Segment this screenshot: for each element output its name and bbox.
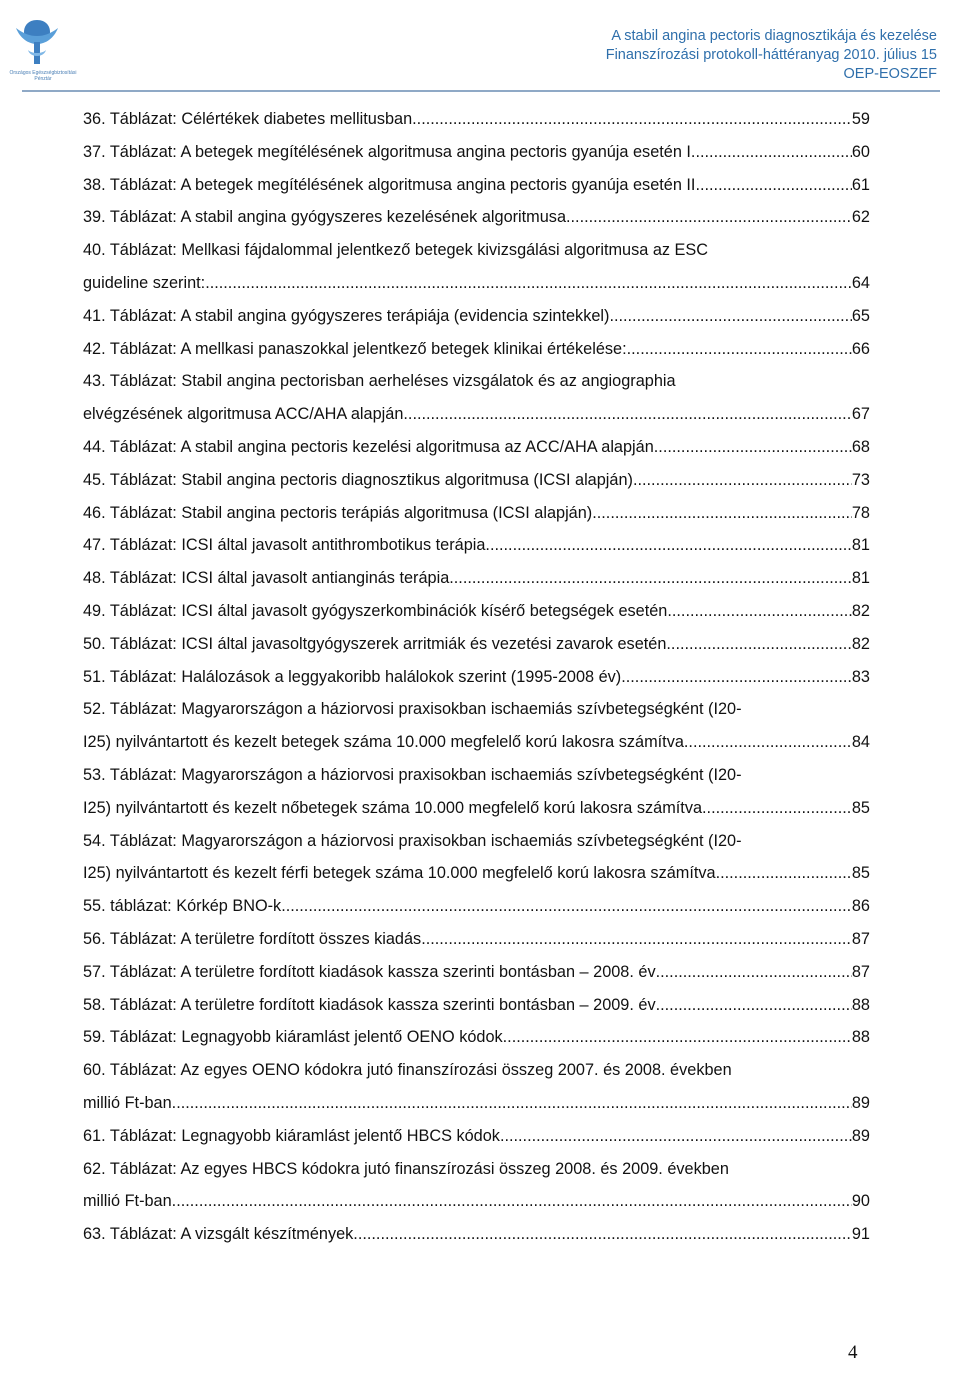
toc-entry-title: 39. Táblázat: A stabil angina gyógyszeres kezelésének algoritmusa xyxy=(83,208,566,227)
toc-leader-dots xyxy=(633,464,852,497)
toc-page-number: 68 xyxy=(851,437,870,456)
oep-logo xyxy=(6,14,77,82)
toc-page-number: 66 xyxy=(851,339,870,358)
toc-entry-title: 38. Táblázat: A betegek megítélésének algoritmusa angina pectoris gyanúja esetén II. xyxy=(83,175,700,194)
toc-page-number: 61 xyxy=(851,175,870,194)
toc-leader-dots xyxy=(592,497,852,530)
toc-leader-dots xyxy=(421,923,852,956)
toc-entry-title: 63. Táblázat: A vizsgált készítmények xyxy=(83,1225,354,1244)
toc-entry[interactable] xyxy=(83,956,870,989)
oep-logo-icon xyxy=(6,14,68,70)
toc-entry[interactable] xyxy=(83,431,870,464)
toc-entry[interactable] xyxy=(83,1120,870,1153)
toc-entry[interactable] xyxy=(83,989,870,1022)
toc-page-number: 81 xyxy=(851,569,870,588)
toc-entry[interactable] xyxy=(83,661,870,694)
toc-leader-dots xyxy=(684,726,852,759)
toc-page-number: 73 xyxy=(851,470,870,489)
toc-entry-title: 62. Táblázat: Az egyes HBCS kódokra jutó finanszírozási összeg 2008. és 2009. években xyxy=(83,1159,729,1178)
document-subtitle: Finanszírozási protokoll-háttéranyag 2010. július 15 xyxy=(605,47,937,63)
toc-entry-title: 50. Táblázat: ICSI által javasoltgyógyszerek arritmiák és vezetési zavarok esetén xyxy=(83,634,667,653)
toc-entry-title: 43. Táblázat: Stabil angina pectorisban aerheléses vizsgálatok és az angiographia xyxy=(83,372,676,391)
toc-entry[interactable] xyxy=(83,497,870,530)
toc-page-number: 60 xyxy=(851,142,870,161)
toc-page-number: 89 xyxy=(851,1093,870,1112)
toc-entry-title: 60. Táblázat: Az egyes OENO kódokra jutó finanszírozási összeg 2007. és 2008. években xyxy=(83,1061,732,1080)
toc-entry-title: 42. Táblázat: A mellkasi panaszokkal jelentkező betegek klinikai értékelése: xyxy=(83,339,627,358)
toc-leader-dots xyxy=(702,792,852,825)
toc-entry-title: elvégzésének algoritmusa ACC/AHA alapján xyxy=(83,405,404,424)
toc-entry[interactable] xyxy=(83,234,870,300)
toc-entry-title: millió Ft-ban xyxy=(83,1192,172,1211)
toc-entry[interactable] xyxy=(83,136,870,169)
toc-entry-title: millió Ft-ban xyxy=(83,1093,172,1112)
toc-leader-dots xyxy=(281,890,852,923)
toc-entry[interactable] xyxy=(83,1218,870,1251)
toc-entry-title: 53. Táblázat: Magyarországon a háziorvosi praxisokban ischaemiás szívbetegségként (I20- xyxy=(83,765,742,784)
toc-page-number: 89 xyxy=(851,1126,870,1145)
toc-page-number: 83 xyxy=(851,667,870,686)
toc-page-number: 65 xyxy=(851,306,870,325)
toc-entry-title: 58. Táblázat: A területre fordított kiadások kassza szerinti bontásban – 2009. év xyxy=(83,995,656,1014)
toc-page-number: 82 xyxy=(851,634,870,653)
toc-entry[interactable] xyxy=(83,1153,870,1219)
toc-entry-title: 48. Táblázat: ICSI által javasolt antianginás terápia xyxy=(83,569,450,588)
toc-entry-title: 56. Táblázat: A területre fordított összes kiadás xyxy=(83,929,422,948)
toc-leader-dots xyxy=(654,431,852,464)
toc-entry-title: 44. Táblázat: A stabil angina pectoris kezelési algoritmusa az ACC/AHA alapján xyxy=(83,437,654,456)
table-of-tables xyxy=(83,103,870,1251)
header-divider xyxy=(22,90,940,92)
toc-leader-dots xyxy=(172,1185,852,1218)
toc-entry-title: 40. Táblázat: Mellkasi fájdalommal jelentkező betegek kivizsgálási algoritmusa az ESC xyxy=(83,241,709,260)
toc-entry-title: 61. Táblázat: Legnagyobb kiáramlást jelentő HBCS kódok xyxy=(83,1126,500,1145)
toc-entry-title: 46. Táblázat: Stabil angina pectoris terápiás algoritmusa (ICSI alapján) xyxy=(83,503,593,522)
toc-entry[interactable] xyxy=(83,464,870,497)
toc-entry-title: 59. Táblázat: Legnagyobb kiáramlást jelentő OENO kódok xyxy=(83,1028,503,1047)
toc-page-number: 91 xyxy=(851,1225,870,1244)
toc-entry-title: 49. Táblázat: ICSI által javasolt gyógyszerkombinációk kísérő betegségek esetén xyxy=(83,601,668,620)
toc-entry-title: 51. Táblázat: Halálozások a leggyakoribb halálokok szerint (1995-2008 év) xyxy=(83,667,622,686)
toc-leader-dots xyxy=(700,169,852,202)
toc-entry-title: 41. Táblázat: A stabil angina gyógyszeres terápiája (evidencia szintekkel) xyxy=(83,306,610,325)
toc-leader-dots xyxy=(403,398,851,431)
toc-leader-dots xyxy=(716,857,852,890)
toc-page-number: 85 xyxy=(851,864,870,883)
toc-entry[interactable] xyxy=(83,529,870,562)
page-header xyxy=(0,0,960,92)
toc-entry[interactable] xyxy=(83,201,870,234)
toc-leader-dots xyxy=(449,562,852,595)
document-publisher: OEP-EOSZEF xyxy=(843,66,937,82)
toc-page-number: 86 xyxy=(851,897,870,916)
toc-page-number: 85 xyxy=(851,798,870,817)
toc-page-number: 84 xyxy=(851,733,870,752)
toc-entry-title: 54. Táblázat: Magyarországon a háziorvosi praxisokban ischaemiás szívbetegségként (I20- xyxy=(83,831,742,850)
toc-entry-title: I25) nyilvántartott és kezelt nőbetegek száma 10.000 megfelelő korú lakosra számítva xyxy=(83,798,703,817)
toc-entry[interactable] xyxy=(83,169,870,202)
toc-entry-title: 37. Táblázat: A betegek megítélésének algoritmusa angina pectoris gyanúja esetén I. xyxy=(83,142,696,161)
toc-entry[interactable] xyxy=(83,562,870,595)
toc-entry[interactable] xyxy=(83,300,870,333)
toc-entry[interactable] xyxy=(83,693,870,759)
toc-page-number: 64 xyxy=(851,273,870,292)
toc-entry-title: 57. Táblázat: A területre fordított kiadások kassza szerinti bontásban – 2008. év xyxy=(83,962,656,981)
toc-entry[interactable] xyxy=(83,890,870,923)
toc-leader-dots xyxy=(566,201,852,234)
toc-leader-dots xyxy=(172,1087,852,1120)
toc-entry-title: 52. Táblázat: Magyarországon a háziorvosi praxisokban ischaemiás szívbetegségként (I20- xyxy=(83,700,742,719)
toc-entry-title: I25) nyilvántartott és kezelt férfi betegek száma 10.000 megfelelő korú lakosra számítva xyxy=(83,864,716,883)
page-number: 4 xyxy=(848,1342,858,1363)
toc-leader-dots xyxy=(353,1218,852,1251)
toc-entry-title: 45. Táblázat: Stabil angina pectoris diagnosztikus algoritmusa (ICSI alapján) xyxy=(83,470,633,489)
toc-leader-dots xyxy=(621,661,852,694)
toc-leader-dots xyxy=(609,300,851,333)
toc-entry-title: 47. Táblázat: ICSI által javasolt antithrombotikus terápia xyxy=(83,536,486,555)
toc-entry[interactable] xyxy=(83,759,870,825)
toc-entry-title: I25) nyilvántartott és kezelt betegek száma 10.000 megfelelő korú lakosra számítva xyxy=(83,733,684,752)
toc-leader-dots xyxy=(500,1120,852,1153)
toc-entry[interactable] xyxy=(83,628,870,661)
toc-leader-dots xyxy=(485,529,851,562)
toc-page-number: 81 xyxy=(851,536,870,555)
toc-page-number: 90 xyxy=(851,1192,870,1211)
toc-leader-dots xyxy=(412,103,852,136)
toc-entry-title: 55. táblázat: Kórkép BNO-k xyxy=(83,897,282,916)
toc-leader-dots xyxy=(656,956,852,989)
toc-leader-dots xyxy=(666,628,851,661)
logo-caption: Országos Egészségbiztosítási Pénztár xyxy=(9,70,77,82)
toc-entry[interactable] xyxy=(83,825,870,891)
toc-leader-dots xyxy=(695,136,851,169)
toc-entry[interactable] xyxy=(83,1054,870,1120)
toc-leader-dots xyxy=(656,989,852,1022)
toc-leader-dots xyxy=(627,333,852,366)
toc-entry-title: 36. Táblázat: Célértékek diabetes mellitusban xyxy=(83,110,413,128)
header-titles xyxy=(606,27,937,84)
toc-leader-dots xyxy=(667,595,852,628)
toc-leader-dots xyxy=(503,1021,852,1054)
toc-page-number: 88 xyxy=(851,1028,870,1047)
toc-page-number: 62 xyxy=(851,208,870,227)
toc-leader-dots xyxy=(205,267,852,300)
document-title: A stabil angina pectoris diagnosztikája és kezelése xyxy=(611,28,937,44)
toc-page-number: 78 xyxy=(851,503,870,522)
toc-entry[interactable] xyxy=(83,365,870,431)
toc-page-number: 67 xyxy=(851,405,870,424)
toc-page-number: 88 xyxy=(851,995,870,1014)
toc-page-number: 59 xyxy=(851,110,870,128)
toc-entry[interactable] xyxy=(83,333,870,366)
toc-page-number: 87 xyxy=(851,929,870,948)
toc-entry-title: guideline szerint: xyxy=(83,273,206,292)
toc-page-number: 82 xyxy=(851,601,870,620)
toc-page-number: 87 xyxy=(851,962,870,981)
toc-entry[interactable] xyxy=(83,595,870,628)
toc-entry[interactable] xyxy=(83,923,870,956)
toc-entry[interactable] xyxy=(83,103,870,136)
toc-entry[interactable] xyxy=(83,1021,870,1054)
